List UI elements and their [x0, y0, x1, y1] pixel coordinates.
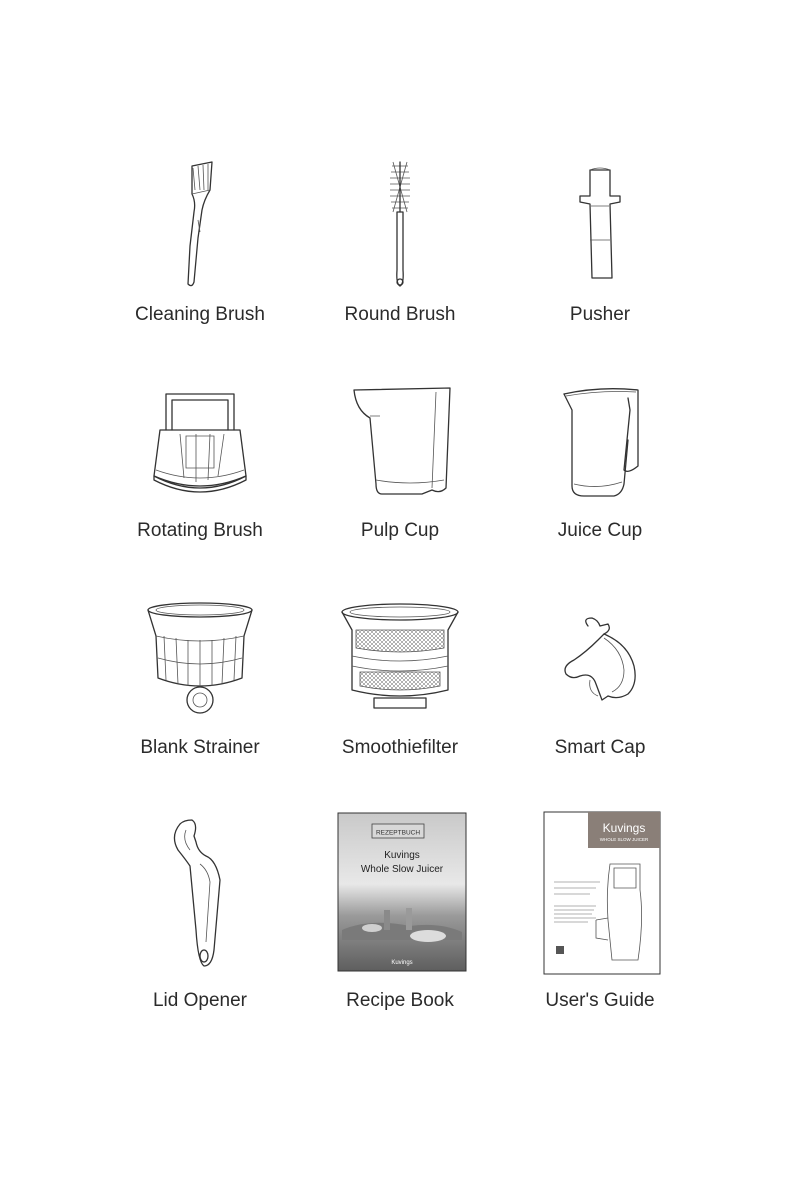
smoothie-filter-icon [300, 600, 500, 720]
juice-cup-icon [500, 380, 700, 510]
users-guide-icon [500, 810, 700, 975]
recipe-book-icon [300, 810, 500, 975]
recipe-book-brand: Kuvings [391, 960, 413, 966]
cleaning-brush-icon [100, 150, 300, 300]
item-round-brush [300, 150, 500, 340]
item-label: Blank Strainer [140, 737, 260, 758]
item-pulp-cup [300, 380, 500, 560]
pusher-icon [500, 150, 700, 300]
item-label: Pusher [569, 304, 631, 325]
recipe-book-title-1: Kuvings [384, 850, 420, 861]
item-smart-cap [500, 600, 700, 770]
item-lid-opener [100, 810, 300, 1020]
item-label: Rotating Brush [137, 520, 263, 541]
pulp-cup-icon [300, 380, 500, 510]
item-recipe-book [300, 810, 500, 1020]
item-juice-cup [500, 380, 700, 560]
item-label: Pulp Cup [360, 520, 440, 541]
users-guide-brand: Kuvings [602, 821, 646, 835]
item-label: Cleaning Brush [135, 304, 265, 325]
users-guide-subtitle: WHOLE SLOW JUICER [599, 837, 649, 842]
item-label: Smart Cap [554, 737, 646, 758]
recipe-book-sign-text: REZEPTBUCH [375, 829, 421, 837]
recipe-book-title-2: Whole Slow Juicer [360, 864, 444, 875]
item-label: Lid Opener [152, 990, 247, 1011]
item-pusher [500, 150, 700, 340]
item-label: Juice Cup [557, 520, 643, 541]
round-brush-icon [300, 150, 500, 300]
rotating-brush-icon [100, 380, 300, 510]
item-label: Smoothiefilter [341, 737, 459, 758]
item-cleaning-brush [100, 150, 300, 340]
item-rotating-brush [100, 380, 300, 560]
item-label: Recipe Book [346, 990, 454, 1011]
item-smoothie-filter [300, 600, 500, 770]
item-label: Round Brush [344, 304, 456, 325]
blank-strainer-icon [100, 600, 300, 720]
item-label: User's Guide [545, 990, 655, 1011]
lid-opener-icon [100, 810, 300, 975]
item-users-guide [500, 810, 700, 1020]
item-blank-strainer [100, 600, 300, 770]
smart-cap-icon [500, 600, 700, 720]
